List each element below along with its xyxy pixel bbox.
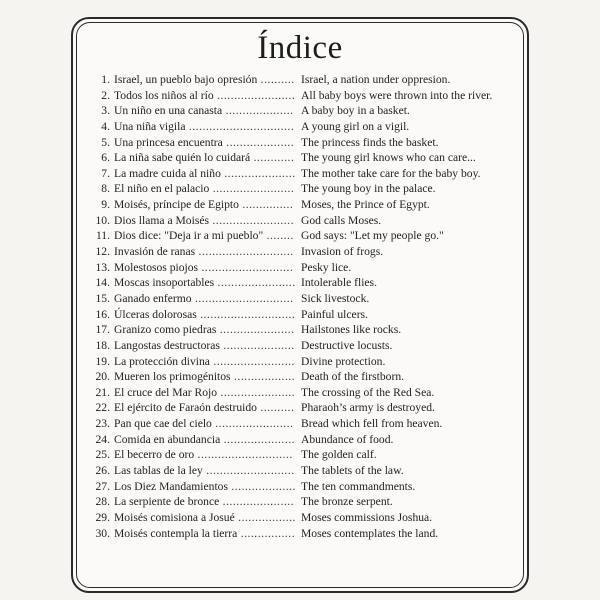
entry-english-title: Pharaoh’s army is destroyed. xyxy=(301,401,435,415)
entry-number: 14. xyxy=(95,276,110,290)
dot-leader: ................. xyxy=(234,510,296,524)
spanish-title-text: Israel, un pueblo bajo opresión xyxy=(114,73,258,86)
list-item xyxy=(86,432,516,448)
list-item xyxy=(86,338,516,354)
entry-english-title: The young girl knows who can care... xyxy=(301,151,476,165)
entry-number: 19. xyxy=(95,354,110,368)
entry-english-title: God calls Moses. xyxy=(301,213,382,227)
entry-english-title: The mother take care for the baby boy. xyxy=(301,166,481,180)
list-item xyxy=(86,510,516,526)
dot-leader: .................... xyxy=(222,104,294,118)
spanish-title-text: Granizo como piedras xyxy=(114,323,217,337)
dot-leader: ...................... xyxy=(217,385,296,399)
spanish-title-text: Dios dice: "Deja ir a mi pueblo" xyxy=(114,229,264,243)
list-item xyxy=(86,244,516,260)
table-of-contents xyxy=(86,72,516,541)
entry-number: 15. xyxy=(95,291,110,305)
list-item xyxy=(86,369,516,385)
dot-leader: ................... xyxy=(227,479,296,493)
entry-number: 6. xyxy=(101,151,110,165)
entry-english-title: Destructive locusts. xyxy=(301,338,393,352)
dot-leader: ........................... xyxy=(198,260,294,274)
entry-number: 28. xyxy=(95,495,110,509)
spanish-title-text: Ganado enfermo xyxy=(114,291,192,305)
spanish-title-text: Una princesa encuentra xyxy=(114,135,223,149)
list-item xyxy=(86,119,516,135)
entry-english-title: The princess finds the basket. xyxy=(301,135,439,149)
entry-english-title: A young girl on a vigil. xyxy=(301,119,410,133)
entry-english-title: Moses commissions Joshua. xyxy=(301,510,433,524)
entry-number: 23. xyxy=(95,417,110,431)
list-item xyxy=(86,307,516,323)
spanish-title-text: Dios llama a Moisés xyxy=(114,213,209,227)
spanish-title-text: Una niña vigila xyxy=(114,119,186,133)
entry-english-title: A baby boy in a basket. xyxy=(301,104,410,118)
entry-number: 13. xyxy=(95,260,110,274)
list-item xyxy=(86,181,516,197)
entry-english-title: Pesky lice. xyxy=(301,260,352,274)
dot-leader: ............................ xyxy=(194,448,293,462)
list-item xyxy=(86,72,516,88)
entry-number: 16. xyxy=(95,307,110,321)
spanish-title-text: La protección divina xyxy=(114,354,210,368)
entry-english-title: Israel, a nation under oppresion. xyxy=(301,73,451,86)
spanish-title-text: Moisés contempla la tierra xyxy=(114,526,238,540)
entry-english-title: The crossing of the Red Sea. xyxy=(301,385,435,399)
entry-english-title: Moses contemplates the land. xyxy=(301,526,439,540)
entry-number: 2. xyxy=(101,88,110,102)
dot-leader: ........ xyxy=(263,229,294,243)
spanish-title-text: La serpiente de bronce xyxy=(114,495,220,509)
dot-leader: ....................... xyxy=(211,417,294,431)
dot-leader: ............ xyxy=(250,151,295,165)
dot-leader: ........................ xyxy=(209,213,294,227)
list-item xyxy=(86,291,516,307)
spanish-title-text: El becerro de oro xyxy=(114,448,195,462)
entry-number: 26. xyxy=(95,464,110,478)
list-item xyxy=(86,135,516,151)
dot-leader: .................. xyxy=(230,370,296,384)
list-item xyxy=(86,88,516,104)
spanish-title-text: Moisés, príncipe de Egipto xyxy=(114,198,239,212)
spanish-title-text: Molestosos piojos xyxy=(114,260,199,274)
entry-number: 22. xyxy=(95,401,110,415)
entry-number: 12. xyxy=(95,245,110,259)
list-item xyxy=(86,354,516,370)
entry-number: 17. xyxy=(95,323,110,337)
list-item xyxy=(86,463,516,479)
entry-number: 24. xyxy=(95,432,110,446)
entry-english-title: The tablets of the law. xyxy=(301,464,404,478)
entry-number: 29. xyxy=(95,510,110,524)
spanish-title-text: Todos los niños al río xyxy=(114,88,214,102)
entry-english-title: Bread which fell from heaven. xyxy=(301,417,443,431)
dot-leader: ....................... xyxy=(213,88,296,102)
page-title: Índice xyxy=(257,30,343,66)
list-item xyxy=(86,197,516,213)
spanish-title-text: La niña sabe quién lo cuidará xyxy=(114,151,251,165)
spanish-title-text: Las tablas de la ley xyxy=(114,464,203,478)
entry-number: 18. xyxy=(95,338,110,352)
dot-leader: ................ xyxy=(237,526,296,540)
dot-leader: ........................ xyxy=(209,182,295,196)
dot-leader: ............................... xyxy=(185,119,295,133)
dot-leader: ..................... xyxy=(220,166,296,180)
list-item xyxy=(86,166,516,182)
entry-english-title: The bronze serpent. xyxy=(301,495,393,509)
list-item xyxy=(86,494,516,510)
dot-leader: ............................ xyxy=(196,307,296,321)
dot-leader: .................... xyxy=(222,135,295,149)
list-item xyxy=(86,228,516,244)
spanish-title-text: Moscas insoportables xyxy=(114,276,215,290)
dot-leader: .......... xyxy=(256,401,295,415)
spanish-title-text: El niño en el palacio xyxy=(114,182,210,196)
dot-leader: ............... xyxy=(238,198,294,212)
list-item xyxy=(86,416,516,432)
list-item xyxy=(86,479,516,495)
entry-english-title: All baby boys were thrown into the river. xyxy=(301,88,493,102)
dot-leader: ............................. xyxy=(191,291,294,305)
entry-english-title: Hailstones like rocks. xyxy=(301,323,402,337)
entry-number: 20. xyxy=(95,370,110,384)
spanish-title-text: La madre cuida al niño xyxy=(114,166,221,180)
dot-leader: ........................ xyxy=(209,354,295,368)
entry-number: 25. xyxy=(95,448,110,462)
list-item xyxy=(86,526,516,542)
spanish-title-text: Invasión de ranas xyxy=(114,245,196,259)
spanish-title-text: Langostas destructoras xyxy=(114,338,220,352)
spanish-title-text: El ejército de Faraón destruido xyxy=(114,401,257,415)
list-item xyxy=(86,103,516,119)
list-item xyxy=(86,150,516,166)
spanish-title-text: Pan que cae del cielo xyxy=(114,417,212,431)
entry-english-title: Intolerable flies. xyxy=(301,276,377,290)
dot-leader: ...................... xyxy=(216,323,295,337)
entry-english-title: Abundance of food. xyxy=(301,432,394,446)
entry-english-title: The golden calf. xyxy=(301,448,377,462)
spanish-title-text: El cruce del Mar Rojo xyxy=(114,385,218,399)
entry-english-title: The ten commandments. xyxy=(301,479,416,493)
entry-number: 8. xyxy=(101,182,110,196)
entry-number: 11. xyxy=(95,229,110,243)
dot-leader: ..................... xyxy=(219,338,295,352)
spanish-title-text: Moisés comisiona a Josué xyxy=(114,510,235,524)
list-item xyxy=(86,400,516,416)
spanish-title-text: Úlceras dolorosas xyxy=(114,307,197,321)
spanish-title-text: Comida en abundancia xyxy=(114,432,221,446)
entry-number: 1. xyxy=(101,73,110,86)
entry-number: 21. xyxy=(95,385,110,399)
dot-leader: .......................... xyxy=(202,464,295,478)
list-item xyxy=(86,275,516,291)
entry-number: 30. xyxy=(95,526,110,540)
list-item xyxy=(86,322,516,338)
spanish-title-text: Un niño en una canasta xyxy=(114,104,223,118)
list-item xyxy=(86,260,516,276)
dot-leader: .......... xyxy=(257,73,295,86)
entry-number: 27. xyxy=(95,479,110,493)
entry-english-title: Divine protection. xyxy=(301,354,386,368)
entry-number: 5. xyxy=(101,135,110,149)
list-item xyxy=(86,213,516,229)
dot-leader: ....................... xyxy=(214,276,296,290)
entry-number: 10. xyxy=(95,213,110,227)
spanish-title-text: Mueren los primogénitos xyxy=(114,370,231,384)
dot-leader: ............................ xyxy=(195,245,294,259)
entry-number: 3. xyxy=(101,104,110,118)
entry-english-title: Death of the firstborn. xyxy=(301,370,405,384)
entry-english-title: Invasion of frogs. xyxy=(301,245,384,259)
list-item xyxy=(86,385,516,401)
dot-leader: ..................... xyxy=(219,495,295,509)
entry-english-title: God says: "Let my people go." xyxy=(301,229,444,243)
entry-english-title: Moses, the Prince of Egypt. xyxy=(301,198,430,212)
entry-number: 7. xyxy=(101,166,110,180)
spanish-title-text: Los Diez Mandamientos xyxy=(114,479,228,493)
entry-number: 4. xyxy=(101,119,110,133)
dot-leader: ..................... xyxy=(220,432,296,446)
list-item xyxy=(86,447,516,463)
entry-english-title: Sick livestock. xyxy=(301,291,370,305)
entry-number: 9. xyxy=(101,198,110,212)
entry-english-title: The young boy in the palace. xyxy=(301,182,436,196)
entry-english-title: Painful ulcers. xyxy=(301,307,368,321)
